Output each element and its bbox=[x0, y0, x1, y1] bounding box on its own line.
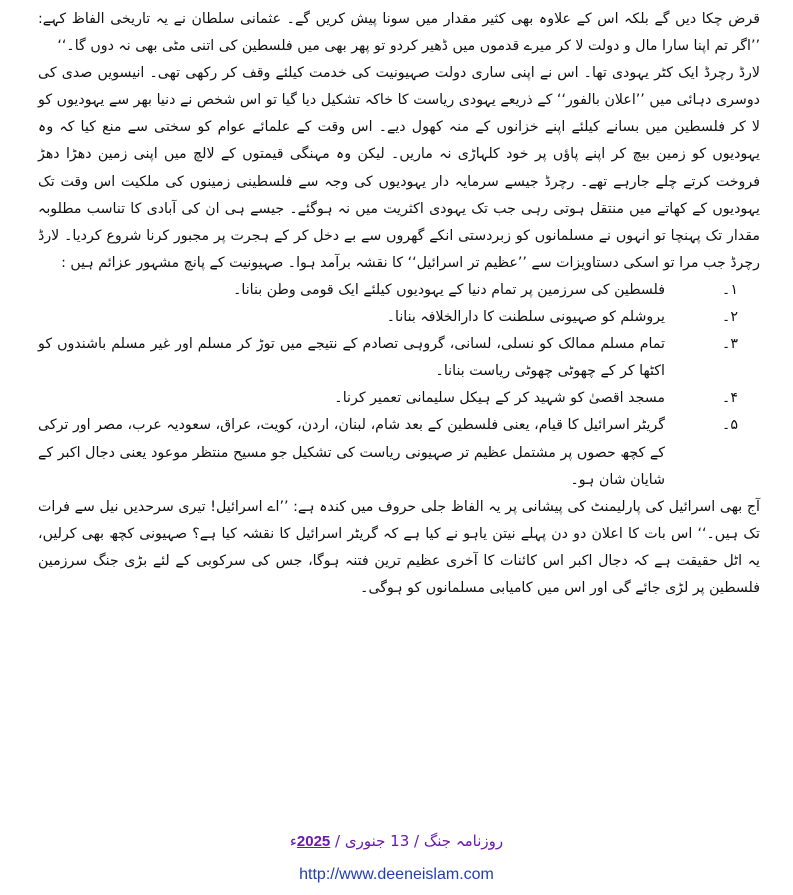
paragraph-1: قرض چکا دیں گے بلکہ اس کے علاوہ بھی کثیر مقدار میں سونا پیش کریں گے۔ عثمانی سلطان نے یہ تاریخی الفاظ کہے: ’’اگر تم اپنا سارا مال و دولت لا کر میرے قدموں میں ڈھیر کردو تو پھر بھی میں فلسطین کی اتنی مٹی بھی نہ دوں گا۔‘‘ bbox=[38, 11, 760, 55]
source-year-suffix: ء bbox=[289, 832, 297, 850]
list-item-text: مسجد اقصیٰ کو شہید کر کے ہیکل سلیمانی تعمیر کرنا۔ bbox=[334, 390, 665, 407]
aims-list bbox=[38, 277, 760, 494]
source-name-date: روزنامہ جنگ / 13 جنوری / bbox=[330, 832, 504, 850]
aims-list-item-2 bbox=[38, 304, 760, 331]
aims-list-item-4 bbox=[38, 385, 760, 412]
source-year: 2025 bbox=[296, 833, 331, 850]
website-link[interactable]: http://www.deeneislam.com bbox=[299, 866, 494, 883]
list-number: ۳۔ bbox=[722, 336, 738, 353]
aims-list-item-1 bbox=[38, 277, 760, 304]
aims-list-item-3 bbox=[38, 331, 760, 385]
list-number: ۵۔ bbox=[722, 417, 738, 434]
article-body bbox=[38, 6, 760, 602]
list-item-text: گریٹر اسرائیل کا قیام، یعنی فلسطین کے بعد شام، لبنان، اردن، کویت، عراق، سعودیہ عرب، مصر اور ترکی کے کچھ حصوں پر مشتمل عظیم تر صہیونی ریاست کی تشکیل جو مسیح منتظر موعود یعنی دجال اکبر کے شایان شان ہو۔ bbox=[38, 417, 665, 488]
list-number: ۲۔ bbox=[722, 309, 738, 326]
list-number: ۴۔ bbox=[722, 390, 738, 407]
paragraph-2: لارڈ رچرڈ ایک کٹر یہودی تھا۔ اس نے اپنی ساری دولت صہیونیت کی خدمت کیلئے وقف کر رکھی تھی۔ انیسویں صدی کی دوسری دہائی میں ’’اعلان بالفور‘‘ کے ذریعے یہودی ریاست کا خاکہ تشکیل دیا گیا تو اس شخص نے دنیا بھر سے یہودیوں کو لا کر فلسطین میں بسانے کیلئے اپنے خزانوں کے منہ کھول دیے۔ اس وقت کے علمائے عوام کو سختی سے منع کیا کہ وہ یہودیوں کو زمین بیچ کر اپنے پاؤں پر خود کلہاڑی نہ ماریں۔ لیکن وہ مہنگی قیمتوں کے لالچ میں اپنی زمین دھڑا دھڑ فروخت کرتے چلے جارہے تھے۔ رچرڈ جیسے سرمایہ دار یہودیوں کی وجہ سے فلسطینی زمینوں کی ملکیت اس وقت تک یہودیوں کے کھاتے میں منتقل ہوتی رہی جب تک یہودی اکثریت میں نہ ہوگئے۔ جیسے ہی ان کی آبادی کا تناسب مطلوبہ مقدار تک پہنچا تو انہوں نے مسلمانوں کو زبردستی انکے گھروں سے بے دخل کر کے ہجرت پر مجبور کرنا شروع کردیا۔ لارڈ رچرڈ جب مرا تو اسکی دستاویزات سے ’’عظیم تر اسرائیل‘‘ کا نقشہ برآمد ہوا۔ صہیونیت کے پانچ مشہور عزائم ہیں : bbox=[38, 65, 760, 271]
list-item-text: تمام مسلم ممالک کو نسلی، لسانی، گروہی تصادم کے نتیجے میں توڑ کر مسلم اور غیر مسلم باشندوں کو اکٹھا کر کے چھوٹی چھوٹی ریاست بنانا۔ bbox=[38, 336, 665, 380]
list-item-text: فلسطین کی سرزمین پر تمام دنیا کے یہودیوں کیلئے ایک قومی وطن بنانا۔ bbox=[233, 281, 665, 298]
source-citation bbox=[0, 832, 793, 850]
list-number: ۱۔ bbox=[722, 281, 738, 298]
list-item-text: یروشلم کو صہیونی سلطنت کا دارالخلافہ بنانا۔ bbox=[386, 309, 665, 326]
paragraph-3: آج بھی اسرائیل کی پارلیمنٹ کی پیشانی پر یہ الفاظ جلی حروف میں کندہ ہے: ’’اے اسرائیل! تیری سرحدیں نیل سے فرات تک ہیں۔‘‘ اس بات کا اعلان دو دن پہلے نیتن یاہو نے کیا ہے کہ گریٹر اسرائیل کا نقشہ کیا ہے؟ صہیونی کچھ بھی کرلیں، یہ اٹل حقیقت ہے کہ دجال اکبر اس کائنات کا آخری عظیم ترین فتنہ ہوگا، جس کی سرکوبی کے لئے بڑی جنگ سرزمین فلسطین پر لڑی جائے گی اور اس میں کامیابی مسلمانوں کو ہوگی۔ bbox=[38, 498, 760, 596]
aims-list-item-5 bbox=[38, 412, 760, 493]
